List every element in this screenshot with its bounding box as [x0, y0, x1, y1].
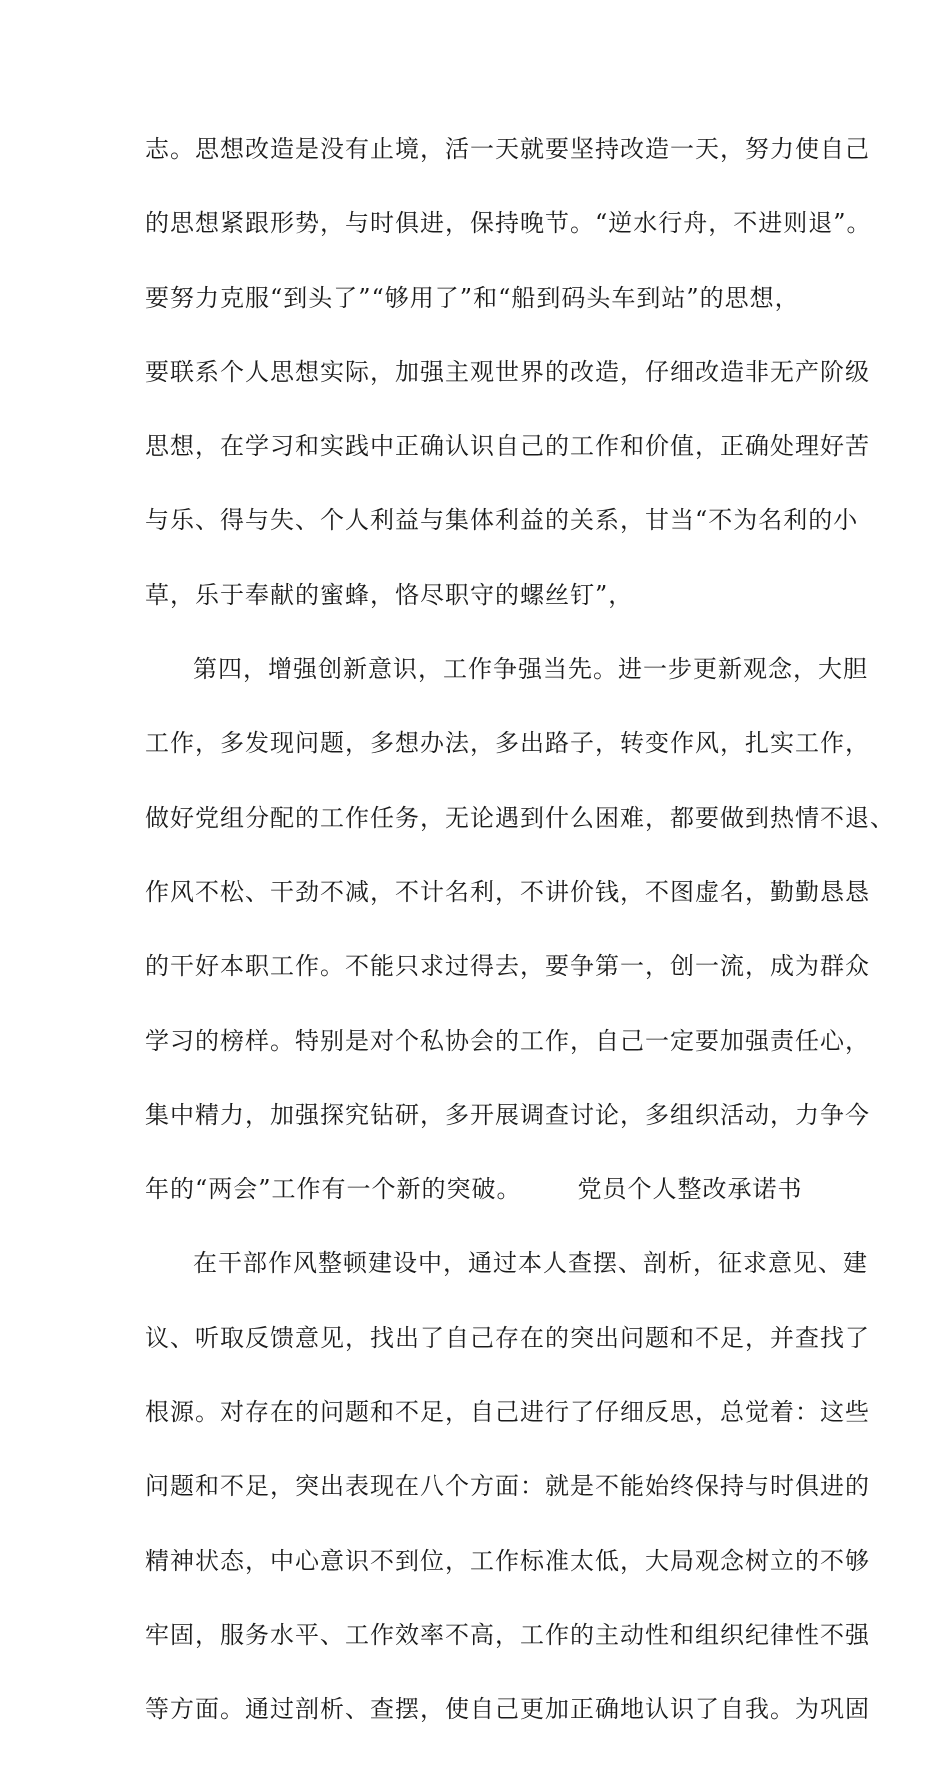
text-line: 问题和不足，突出表现在八个方面：就是不能始终保持与时俱进的	[145, 1472, 870, 1501]
text-line: 做好党组分配的工作任务，无论遇到什么困难，都要做到热情不退、	[145, 803, 895, 832]
text-line: 作风不松、干劲不减，不计名利，不讲价钱，不图虚名，勤勤恳恳	[145, 877, 870, 906]
text-line: 集中精力，加强探究钻研，多开展调查讨论，多组织活动，力争今	[145, 1100, 870, 1129]
body-text	[145, 131, 895, 1766]
text-line: 草，乐于奉献的蜜蜂，恪尽职守的螺丝钉”，	[145, 580, 634, 609]
text-line: 的思想紧跟形势，与时俱进，保持晚节。“逆水行舟，不进则退”。	[145, 209, 872, 238]
text-line: 等方面。通过剖析、查摆，使自己更加正确地认识了自我。为巩固	[145, 1695, 870, 1724]
text-line: 工作，多发现问题，多想办法，多出路子，转变作风，扎实工作，	[145, 729, 870, 758]
text-line-segment: 年的“两会”工作有一个新的突破。	[145, 1175, 522, 1204]
text-line: 议、听取反馈意见，找出了自己存在的突出问题和不足，并查找了	[145, 1323, 870, 1352]
text-line: 牢固，服务水平、工作效率不高，工作的主动性和组织纪律性不强	[145, 1620, 870, 1649]
text-line: 思想，在学习和实践中正确认识自己的工作和价值，正确处理好苦	[145, 432, 870, 461]
text-line-with-title	[145, 1171, 825, 1208]
paragraph-start-line: 第四，增强创新意识，工作争强当先。进一步更新观念，大胆	[193, 655, 868, 684]
text-line: 要努力克服“到头了”“够用了”和“船到码头车到站”的思想，	[145, 283, 800, 312]
text-line: 与乐、得与失、个人利益与集体利益的关系，甘当“不为名利的小	[145, 506, 859, 535]
text-line: 志。思想改造是没有止境，活一天就要坚持改造一天，努力使自己	[145, 135, 870, 163]
text-line: 学习的榜样。特别是对个私协会的工作，自己一定要加强责任心，	[145, 1026, 870, 1055]
inline-document-title: 党员个人整改承诺书	[577, 1175, 803, 1204]
text-line: 精神状态，中心意识不到位，工作标准太低，大局观念树立的不够	[145, 1546, 870, 1575]
text-line: 的干好本职工作。不能只求过得去，要争第一，创一流，成为群众	[145, 952, 870, 981]
text-line: 根源。对存在的问题和不足，自己进行了仔细反思，总觉着：这些	[145, 1398, 870, 1427]
text-line: 要联系个人思想实际，加强主观世界的改造，仔细改造非无产阶级	[145, 357, 870, 386]
paragraph-start-line: 在干部作风整顿建设中，通过本人查摆、剖析，征求意见、建	[193, 1249, 868, 1278]
